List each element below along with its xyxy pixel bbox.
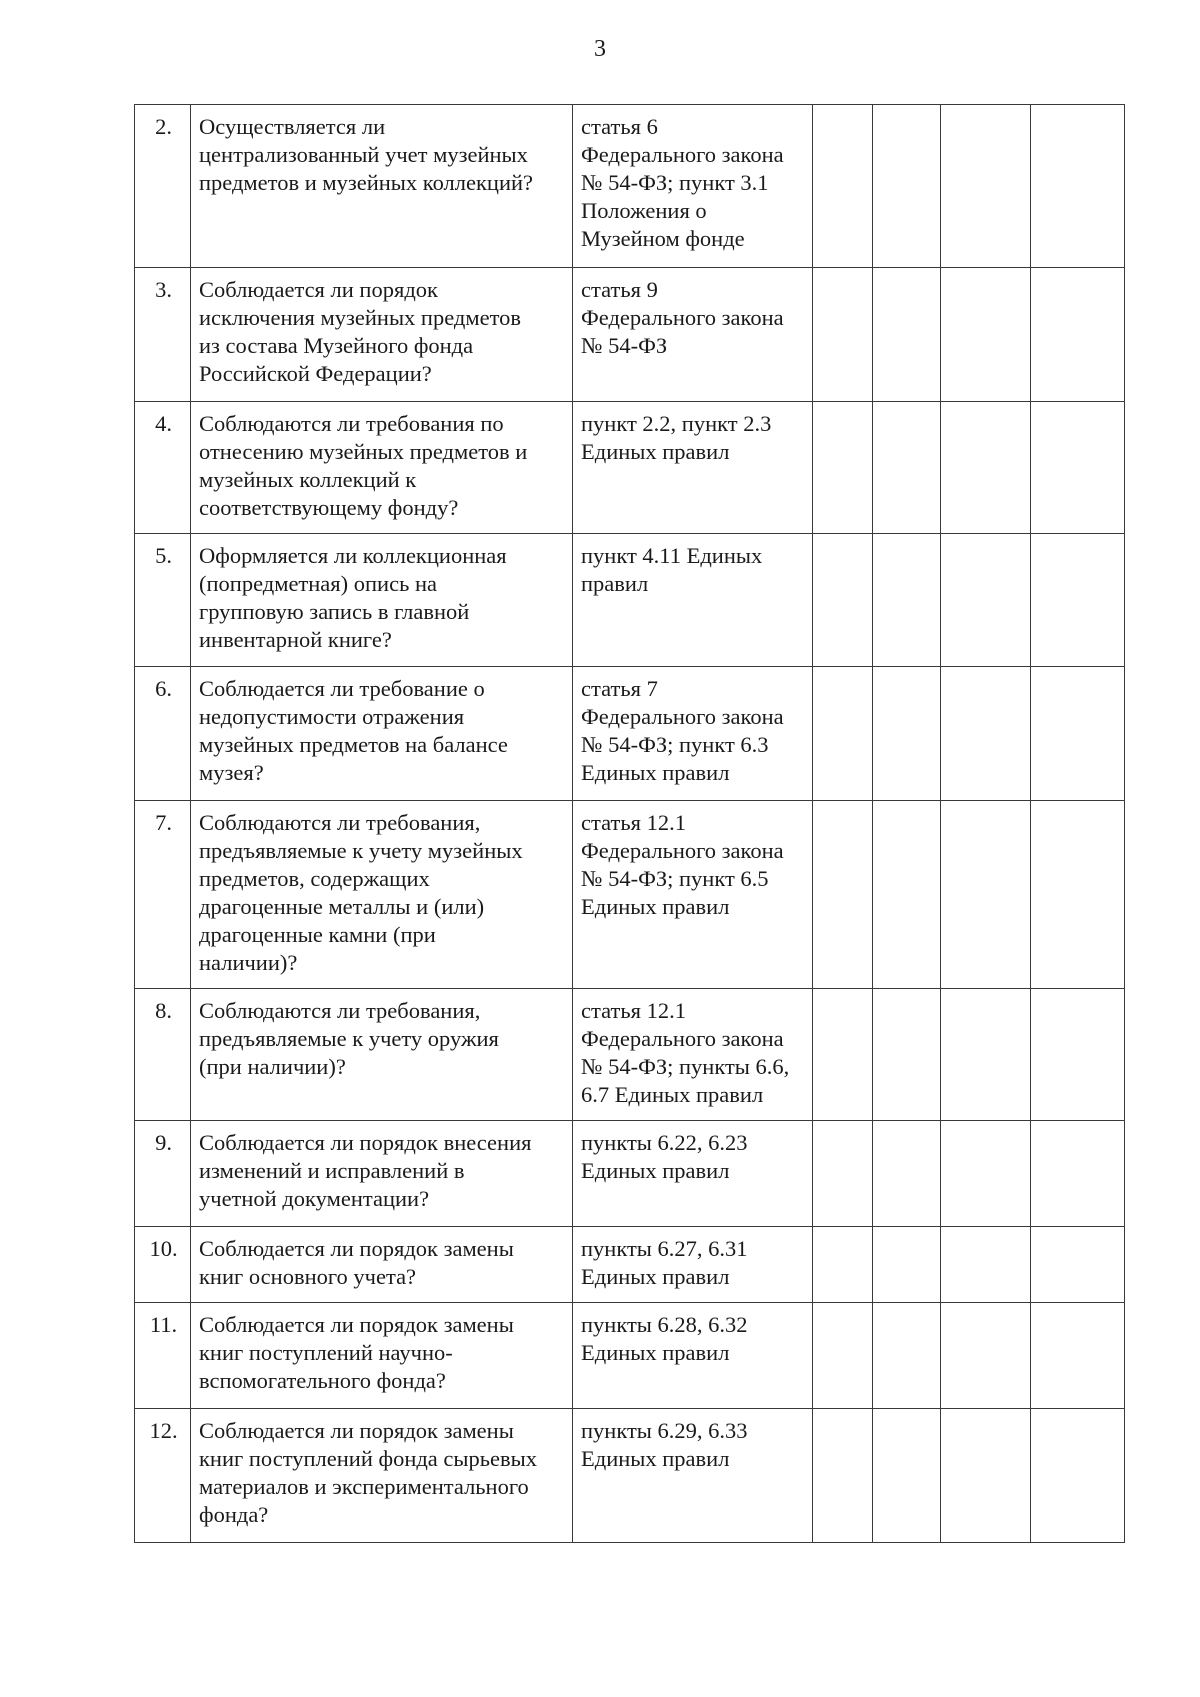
answer-not-applicable-cell[interactable] bbox=[941, 1303, 1031, 1409]
answer-yes-cell[interactable] bbox=[813, 989, 873, 1121]
note-cell[interactable] bbox=[1031, 268, 1125, 402]
legal-reference-cell: пункты 6.29, 6.33 Единых правил bbox=[573, 1409, 813, 1543]
legal-reference-cell: статья 6 Федерального закона № 54-ФЗ; пункт 3.1 Положения о Музейном фонде bbox=[573, 105, 813, 268]
answer-no-cell[interactable] bbox=[873, 1121, 941, 1227]
question-cell: Осуществляется ли централизованный учет музейных предметов и музейных коллекций? bbox=[191, 105, 573, 268]
answer-no-cell[interactable] bbox=[873, 402, 941, 534]
legal-reference-cell: пункты 6.22, 6.23 Единых правил bbox=[573, 1121, 813, 1227]
answer-not-applicable-cell[interactable] bbox=[941, 534, 1031, 667]
note-cell[interactable] bbox=[1031, 667, 1125, 801]
answer-not-applicable-cell[interactable] bbox=[941, 667, 1031, 801]
answer-no-cell[interactable] bbox=[873, 1409, 941, 1543]
row-number: 6. bbox=[135, 667, 191, 801]
row-number: 7. bbox=[135, 801, 191, 989]
row-number: 12. bbox=[135, 1409, 191, 1543]
note-cell[interactable] bbox=[1031, 1227, 1125, 1303]
note-cell[interactable] bbox=[1031, 1303, 1125, 1409]
answer-yes-cell[interactable] bbox=[813, 268, 873, 402]
table-row bbox=[135, 1121, 1125, 1227]
question-cell: Соблюдается ли порядок внесения изменений и исправлений в учетной документации? bbox=[191, 1121, 573, 1227]
answer-no-cell[interactable] bbox=[873, 801, 941, 989]
answer-no-cell[interactable] bbox=[873, 1303, 941, 1409]
question-cell: Соблюдается ли порядок замены книг поступлений научно- вспомогательного фонда? bbox=[191, 1303, 573, 1409]
legal-reference-cell: статья 7 Федерального закона № 54-ФЗ; пункт 6.3 Единых правил bbox=[573, 667, 813, 801]
row-number: 10. bbox=[135, 1227, 191, 1303]
row-number: 3. bbox=[135, 268, 191, 402]
answer-not-applicable-cell[interactable] bbox=[941, 989, 1031, 1121]
question-cell: Оформляется ли коллекционная (попредметная) опись на групповую запись в главной инвентарной книге? bbox=[191, 534, 573, 667]
answer-no-cell[interactable] bbox=[873, 667, 941, 801]
answer-yes-cell[interactable] bbox=[813, 402, 873, 534]
answer-not-applicable-cell[interactable] bbox=[941, 105, 1031, 268]
table-row bbox=[135, 801, 1125, 989]
answer-not-applicable-cell[interactable] bbox=[941, 1409, 1031, 1543]
legal-reference-cell: пункт 4.11 Единых правил bbox=[573, 534, 813, 667]
question-cell: Соблюдается ли требование о недопустимости отражения музейных предметов на балансе музея? bbox=[191, 667, 573, 801]
answer-yes-cell[interactable] bbox=[813, 801, 873, 989]
answer-not-applicable-cell[interactable] bbox=[941, 268, 1031, 402]
legal-reference-cell: статья 9 Федерального закона № 54-ФЗ bbox=[573, 268, 813, 402]
note-cell[interactable] bbox=[1031, 801, 1125, 989]
table-row bbox=[135, 534, 1125, 667]
answer-yes-cell[interactable] bbox=[813, 534, 873, 667]
answer-not-applicable-cell[interactable] bbox=[941, 1121, 1031, 1227]
question-cell: Соблюдается ли порядок замены книг основного учета? bbox=[191, 1227, 573, 1303]
row-number: 4. bbox=[135, 402, 191, 534]
answer-yes-cell[interactable] bbox=[813, 667, 873, 801]
answer-yes-cell[interactable] bbox=[813, 1121, 873, 1227]
page-number: 3 bbox=[594, 36, 606, 62]
answer-no-cell[interactable] bbox=[873, 989, 941, 1121]
note-cell[interactable] bbox=[1031, 105, 1125, 268]
question-cell: Соблюдаются ли требования, предъявляемые к учету оружия (при наличии)? bbox=[191, 989, 573, 1121]
question-cell: Соблюдается ли порядок замены книг поступлений фонда сырьевых материалов и экспериментального фонда? bbox=[191, 1409, 573, 1543]
question-cell: Соблюдается ли порядок исключения музейных предметов из состава Музейного фонда Российской Федерации? bbox=[191, 268, 573, 402]
row-number: 5. bbox=[135, 534, 191, 667]
table-row bbox=[135, 1409, 1125, 1543]
row-number: 11. bbox=[135, 1303, 191, 1409]
question-cell: Соблюдаются ли требования по отнесению музейных предметов и музейных коллекций к соответствующему фонду? bbox=[191, 402, 573, 534]
answer-not-applicable-cell[interactable] bbox=[941, 402, 1031, 534]
answer-yes-cell[interactable] bbox=[813, 1303, 873, 1409]
legal-reference-cell: пункты 6.28, 6.32 Единых правил bbox=[573, 1303, 813, 1409]
note-cell[interactable] bbox=[1031, 989, 1125, 1121]
answer-yes-cell[interactable] bbox=[813, 1409, 873, 1543]
table-row bbox=[135, 989, 1125, 1121]
table-row bbox=[135, 1303, 1125, 1409]
table-row bbox=[135, 105, 1125, 268]
note-cell[interactable] bbox=[1031, 534, 1125, 667]
answer-no-cell[interactable] bbox=[873, 268, 941, 402]
table-row bbox=[135, 402, 1125, 534]
table-row bbox=[135, 1227, 1125, 1303]
answer-no-cell[interactable] bbox=[873, 105, 941, 268]
note-cell[interactable] bbox=[1031, 1121, 1125, 1227]
answer-no-cell[interactable] bbox=[873, 534, 941, 667]
answer-yes-cell[interactable] bbox=[813, 105, 873, 268]
legal-reference-cell: пункты 6.27, 6.31 Единых правил bbox=[573, 1227, 813, 1303]
row-number: 2. bbox=[135, 105, 191, 268]
legal-reference-cell: пункт 2.2, пункт 2.3 Единых правил bbox=[573, 402, 813, 534]
row-number: 9. bbox=[135, 1121, 191, 1227]
question-cell: Соблюдаются ли требования, предъявляемые к учету музейных предметов, содержащих драгоценные металлы и (или) драгоценные камни (при наличии)? bbox=[191, 801, 573, 989]
legal-reference-cell: статья 12.1 Федерального закона № 54-ФЗ; пункты 6.6, 6.7 Единых правил bbox=[573, 989, 813, 1121]
answer-no-cell[interactable] bbox=[873, 1227, 941, 1303]
checklist-table bbox=[134, 104, 1125, 1543]
answer-yes-cell[interactable] bbox=[813, 1227, 873, 1303]
row-number: 8. bbox=[135, 989, 191, 1121]
table-row bbox=[135, 667, 1125, 801]
legal-reference-cell: статья 12.1 Федерального закона № 54-ФЗ; пункт 6.5 Единых правил bbox=[573, 801, 813, 989]
note-cell[interactable] bbox=[1031, 1409, 1125, 1543]
table-row bbox=[135, 268, 1125, 402]
note-cell[interactable] bbox=[1031, 402, 1125, 534]
answer-not-applicable-cell[interactable] bbox=[941, 801, 1031, 989]
answer-not-applicable-cell[interactable] bbox=[941, 1227, 1031, 1303]
